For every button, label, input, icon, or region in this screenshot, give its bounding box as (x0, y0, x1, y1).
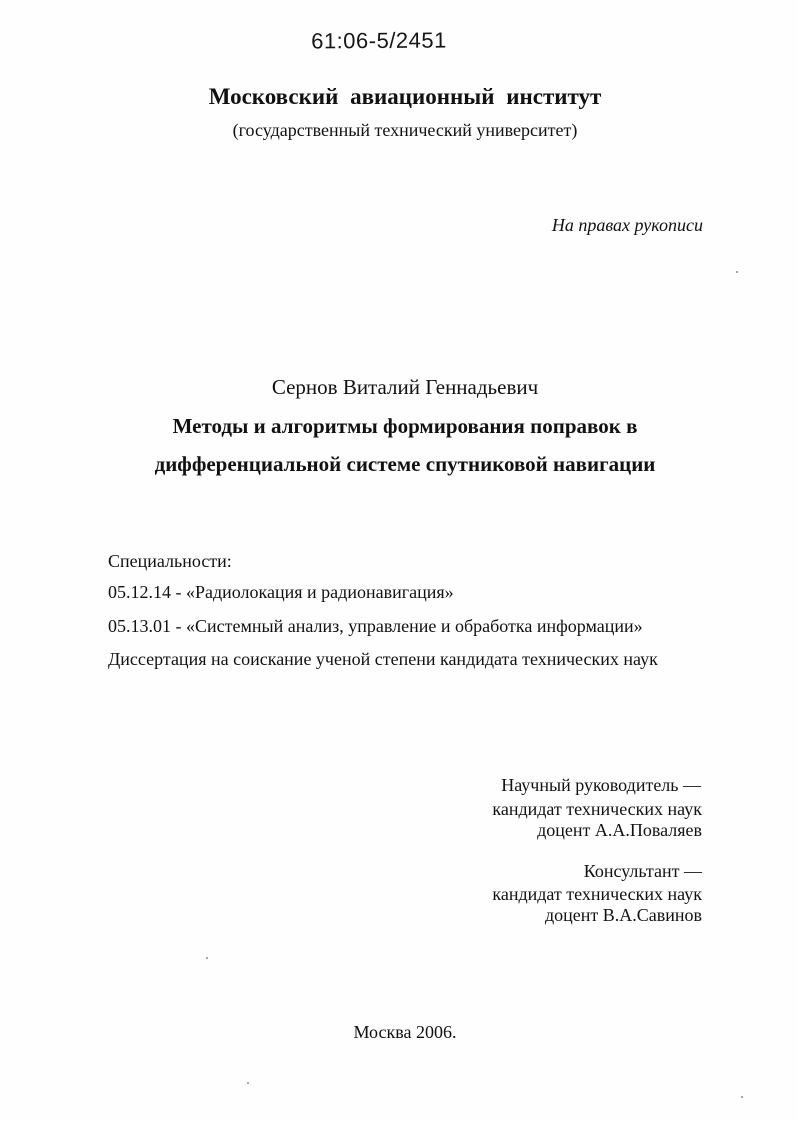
scan-speck (736, 271, 738, 273)
author-name: Сернов Виталий Геннадьевич (271, 375, 539, 399)
thesis-title-line-1: Методы и алгоритмы формирования поправок в (172, 414, 638, 438)
supervisor-name: доцент А.А.Поваляев (537, 820, 702, 840)
thesis-title-line-2: дифференциальной системе спутниковой навигации (154, 452, 656, 476)
institute-name: Московский авиационный институт (208, 84, 602, 109)
city-year: Москва 2006. (353, 1022, 457, 1042)
institute-subtitle: (государственный технический университет) (232, 120, 578, 140)
manuscript-note: На правах рукописи (551, 215, 703, 235)
specialty-item: 05.12.14 - «Радиолокация и радионавигация» (108, 582, 454, 602)
supervisor-degree: кандидат технических наук (492, 799, 702, 819)
archive-stamp-code: 61:06-5/2451 (311, 27, 447, 54)
specialties-heading: Специальности: (108, 551, 232, 571)
scan-speck (741, 1096, 743, 1098)
specialty-item: 05.13.01 - «Системный анализ, управление и обработка информации» (108, 616, 643, 636)
degree-statement: Диссертация на соискание ученой степени кандидата технических наук (108, 649, 658, 669)
consultant-role: Консультант — (583, 861, 702, 881)
scan-speck (206, 957, 208, 959)
supervisor-role: Научный руководитель — (501, 775, 701, 795)
scan-speck (247, 1082, 249, 1084)
consultant-name: доцент В.А.Савинов (544, 905, 702, 925)
consultant-degree: кандидат технических наук (492, 884, 702, 904)
